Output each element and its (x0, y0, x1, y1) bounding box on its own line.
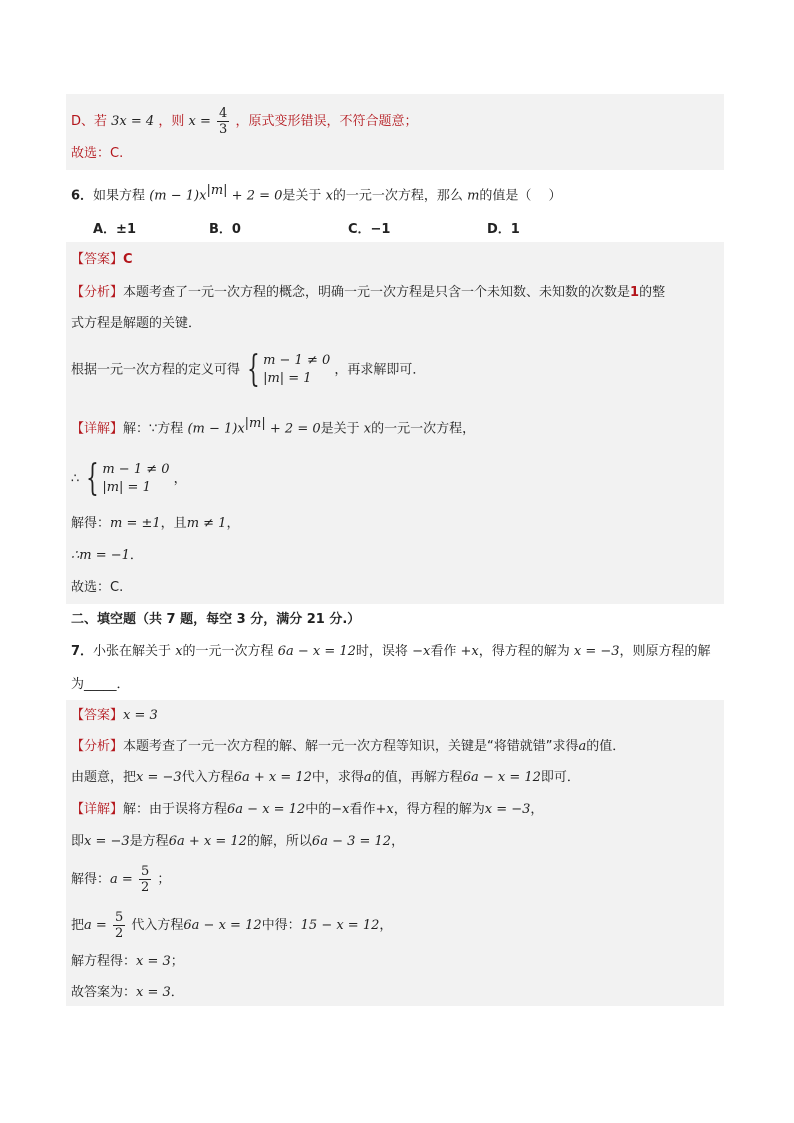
question-6: 6．如果方程 $(m - 1)x^{|m|} + 2 = 0$是关于 x的一元一次方程，那么 m的值是（ ） (71, 183, 562, 204)
answer-7: 【答案】x = 3 (71, 708, 158, 723)
question-7-line1: 7．小张在解关于 x的一元一次方程 6a − x = 12时，误将 −x看作 +x，得方程的解为 x = −3，则原方程的解 (71, 644, 711, 659)
option-d: D．1 (487, 222, 520, 237)
question-7-line2: 为_____． (71, 677, 130, 692)
m-value-line: ∴m = −1． (71, 548, 143, 563)
answer-6: 【答案】C (71, 252, 133, 267)
equation-system: { m − 1 ≠ 0 |m| = 1 (247, 349, 331, 390)
substitute-line: 把a = $\frac{5}{2}$ 代入方程6a − x = 12中得：15 − x = 12， (71, 910, 393, 941)
option-b: B．0 (209, 222, 241, 237)
analysis-6-line2: 式方程是解题的关键． (71, 316, 202, 331)
brace-icon: { (86, 458, 100, 499)
ji-line: 即x = −3是方程6a + x = 12的解，所以6a − 3 = 12， (71, 834, 405, 849)
select-answer-2: 故选：C. (71, 580, 124, 595)
option-d-explanation: D、若 3x = 4 ，则 x = $\frac{4}{3}$ ，原式变形错误，不符合题意； (71, 106, 418, 137)
detail-7: 【详解】解：由于误将方程6a − x = 12中的−x看作+x，得方程的解为x = −3， (71, 802, 544, 817)
select-answer-1: 故选：C. (71, 146, 124, 161)
method-line-7: 由题意，把x = −3代入方程6a + x = 12中，求得a的值，再解方程6a − x = 12即可． (71, 770, 580, 785)
equation-system-2: { m − 1 ≠ 0 |m| = 1 (86, 458, 170, 499)
brace-icon: { (247, 349, 260, 390)
therefore-system: ∴ { m − 1 ≠ 0 |m| = 1 ， (71, 458, 187, 499)
detail-6: 【详解】解：∵方程 $(m - 1)x^{|m|} + 2 = 0$是关于 x的一元一次方程， (71, 416, 476, 437)
solve-eq-line: 解方程得：x = 3； (71, 954, 184, 969)
solve-a-line: 解得：a = $\frac{5}{2}$ ； (71, 864, 171, 895)
general-method: 根据一元一次方程的定义可得 { m − 1 ≠ 0 |m| = 1 ，再求解即可． (71, 349, 426, 390)
final-answer-line: 故答案为：x = 3． (71, 985, 184, 1000)
analysis-6-line1: 【分析】本题考查了一元一次方程的概念，明确一元一次方程是只含一个未知数、未知数的次数是1的整 (71, 285, 666, 300)
option-a: A．±1 (93, 222, 136, 237)
analysis-7: 【分析】本题考查了一元一次方程的解、解一元一次方程等知识，关键是“将错就错”求得a的值． (71, 739, 626, 754)
fraction-5-2-b: $\frac{5}{2}$ (114, 910, 124, 941)
fraction-4-3: $\frac{4}{3}$ (219, 106, 228, 137)
solution-line: 解得：m = ±1，且m ≠ 1， (71, 516, 240, 531)
option-c: C．−1 (348, 222, 391, 237)
section-2-heading: 二、填空题（共 7 题，每空 3 分，满分 21 分.） (71, 612, 361, 627)
fraction-5-2: $\frac{5}{2}$ (140, 864, 150, 895)
